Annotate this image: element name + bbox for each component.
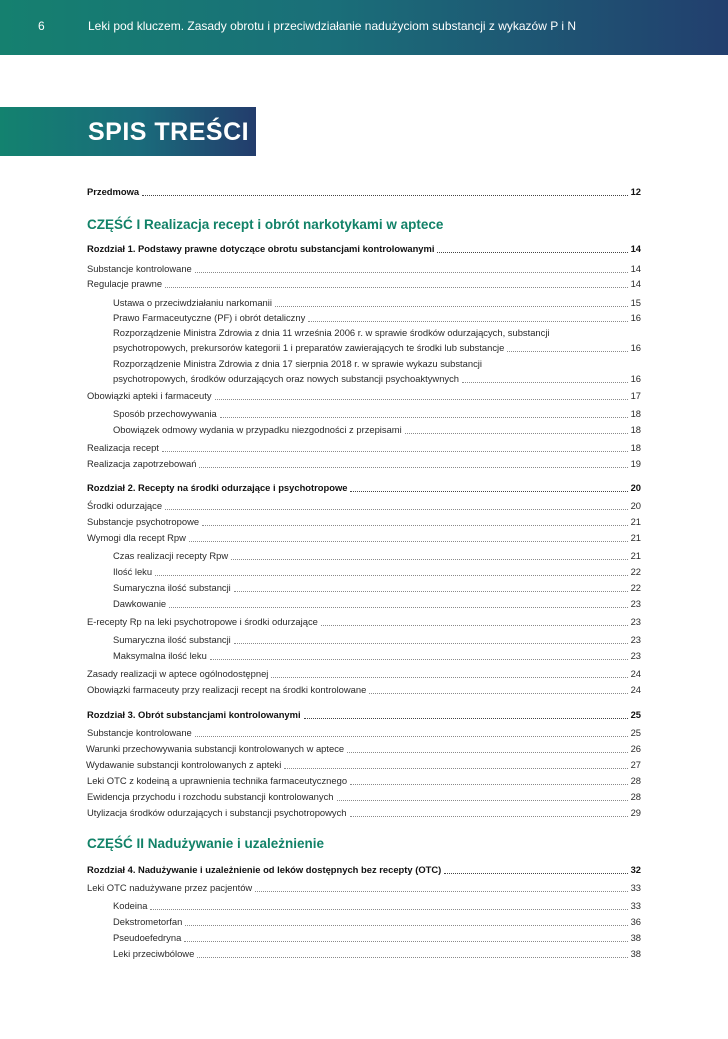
running-title: Leki pod kluczem. Zasady obrotu i przeciwdziałanie nadużyciom substancji z wykazów P i N (88, 19, 576, 33)
part-heading: CZĘŚĆ II Nadużywanie i uzależnienie (87, 836, 325, 851)
toc-entry[interactable]: Zasady realizacji w aptece ogólnodostępnej 24 (87, 668, 641, 679)
toc-entry[interactable]: Realizacja recept 18 (87, 442, 641, 453)
toc-entry[interactable]: Leki OTC nadużywane przez pacjentów 33 (87, 882, 641, 893)
toc-entry[interactable]: Substancje psychotropowe 21 (87, 516, 641, 527)
toc-subentry[interactable]: Rozporządzenie Ministra Zdrowia z dnia 11 września 2006 r. w sprawie środków odurzających, substancji psychotropowych, prekursorów kategorii 1 i preparatów zawierających te środki lub substancje 16 (113, 327, 641, 353)
toc-entry[interactable]: Środki odurzające 20 (87, 500, 641, 511)
toc-subentry[interactable]: Maksymalna ilość leku 23 (113, 650, 641, 661)
toc-entry[interactable]: Warunki przechowywania substancji kontrolowanych w aptece 26 (86, 743, 641, 754)
toc-entry[interactable]: Wymogi dla recept Rpw 21 (87, 532, 641, 543)
toc-entry[interactable]: Substancje kontrolowane 14 (87, 263, 641, 274)
toc-subentry[interactable]: Ilość leku 22 (113, 566, 641, 577)
chapter-entry[interactable]: Rozdział 3. Obrót substancjami kontrolowanymi 25 (87, 709, 641, 720)
toc-subentry[interactable]: Sposób przechowywania 18 (113, 408, 641, 419)
toc-subentry[interactable]: Prawo Farmaceutyczne (PF) i obrót detaliczny 16 (113, 312, 641, 323)
toc-entry[interactable]: Utylizacja środków odurzających i substancji psychotropowych 29 (87, 807, 641, 818)
toc-subentry[interactable]: Dekstrometorfan 36 (113, 916, 641, 927)
toc-entry[interactable]: Leki OTC z kodeiną a uprawnienia technika farmaceutycznego 28 (87, 775, 641, 786)
toc-title: SPIS TREŚCI (88, 118, 250, 146)
chapter-entry[interactable]: Rozdział 4. Nadużywanie i uzależnienie od leków dostępnych bez recepty (OTC) 32 (87, 864, 641, 875)
toc-subentry[interactable]: Ustawa o przeciwdziałaniu narkomanii 15 (113, 297, 641, 308)
toc-entry[interactable]: Ewidencja przychodu i rozchodu substancji kontrolowanych 28 (87, 791, 641, 802)
chapter-entry[interactable]: Rozdział 1. Podstawy prawne dotyczące obrotu substancjami kontrolowanymi 14 (87, 243, 641, 254)
toc-subentry[interactable]: Sumaryczna ilość substancji 23 (113, 634, 641, 645)
toc-entry[interactable]: Substancje kontrolowane 25 (87, 727, 641, 738)
toc-entry[interactable]: Obowiązki apteki i farmaceuty 17 (87, 390, 641, 401)
toc-entry[interactable]: Regulacje prawne 14 (87, 278, 641, 289)
toc-subentry[interactable]: Czas realizacji recepty Rpw 21 (113, 550, 641, 561)
toc-subentry[interactable]: Obowiązek odmowy wydania w przypadku niezgodności z przepisami 18 (113, 424, 641, 435)
toc-title-band (0, 107, 256, 156)
toc-entry[interactable]: Obowiązki farmaceuty przy realizacji recept na środki kontrolowane 24 (87, 684, 641, 695)
toc-subentry[interactable]: Kodeina 33 (113, 900, 641, 911)
toc-subentry[interactable]: Sumaryczna ilość substancji 22 (113, 582, 641, 593)
toc-entry[interactable]: Przedmowa 12 (87, 186, 641, 197)
page-number: 6 (38, 19, 45, 33)
toc-entry[interactable]: E-recepty Rp na leki psychotropowe i środki odurzające 23 (87, 616, 641, 627)
page-header (0, 0, 728, 55)
toc-subentry[interactable]: Pseudoefedryna 38 (113, 932, 641, 943)
chapter-entry[interactable]: Rozdział 2. Recepty na środki odurzające i psychotropowe 20 (87, 482, 641, 493)
part-heading: CZĘŚĆ I Realizacja recept i obrót narkotykami w aptece (87, 217, 444, 232)
toc-subentry[interactable]: Dawkowanie 23 (113, 598, 641, 609)
toc-entry[interactable]: Wydawanie substancji kontrolowanych z apteki 27 (86, 759, 641, 770)
toc-subentry[interactable]: Rozporządzenie Ministra Zdrowia z dnia 17 sierpnia 2018 r. w sprawie wykazu substancji psychotropowych, środków odurzających oraz nowych substancji psychoaktywnych 16 (113, 358, 641, 384)
toc-entry[interactable]: Realizacja zapotrzebowań 19 (87, 458, 641, 469)
toc-subentry[interactable]: Leki przeciwbólowe 38 (113, 948, 641, 959)
